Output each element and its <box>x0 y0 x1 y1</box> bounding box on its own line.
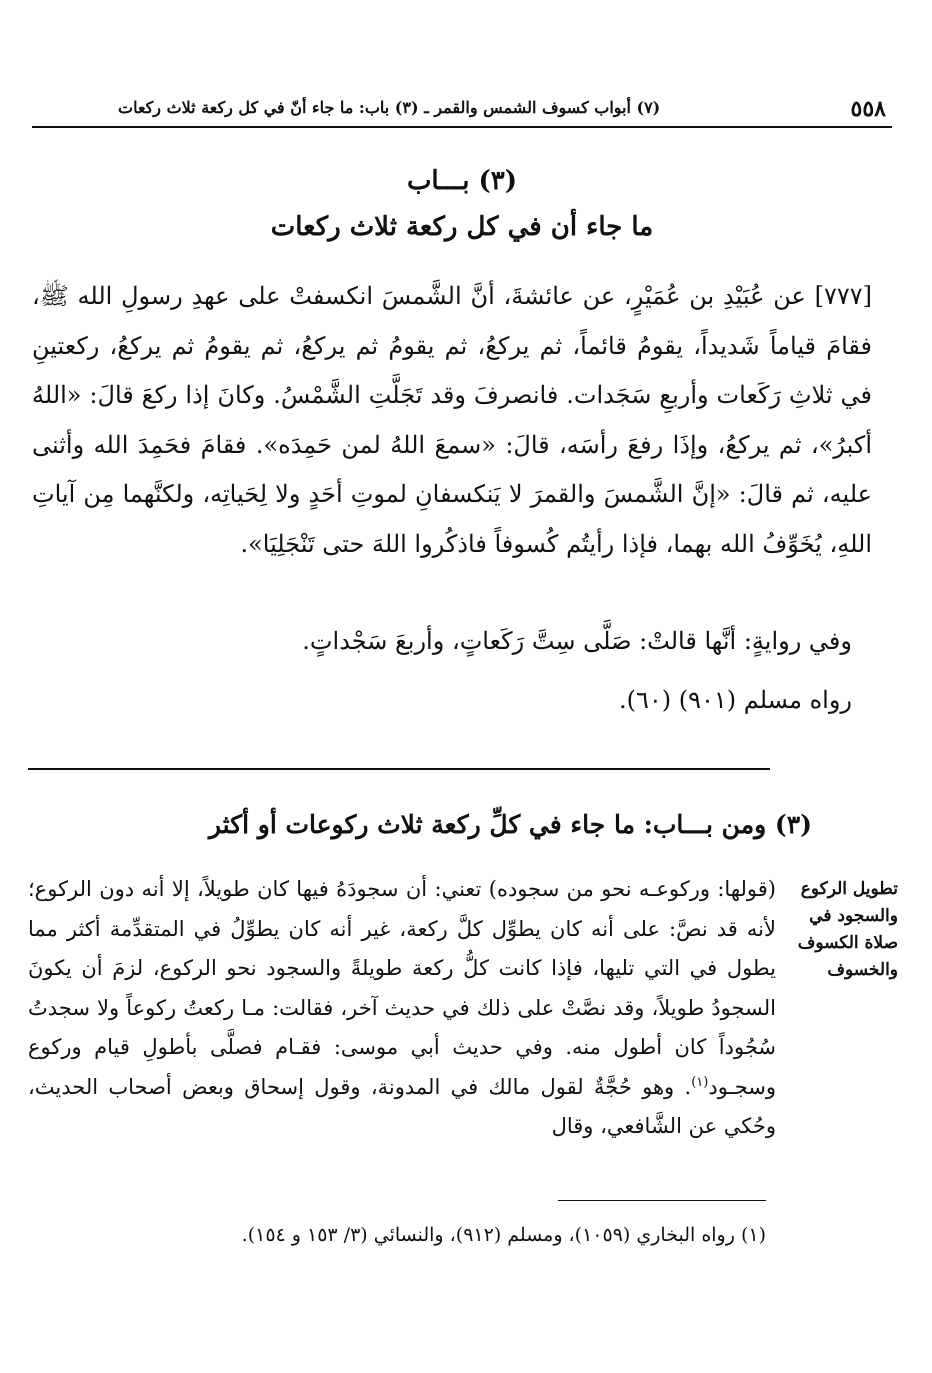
commentary-part-1: (قولها: وركوعـه نحو من سجوده) تعني: أن سجودَهُ فيها كان طويلاً، إلا أنه دون الركوع؛ لأنه قد نصَّ: على أنه كان يطوِّل كلَّ ركعة، غير أنه كان يطوِّلُ في المتقدِّمة أكثر مما يطول في التي تليها، فإذا كانت كلُّ ركعة طويلةً والسجود نحو الركوع، لزمَ أن يكونَ السجودُ طويلاً، وقد نصَّتْ على ذلك في حديث آخر، فقالت: مـا ركعتُ ركوعاً ولا سجدتُ سُجُوداً كان أطول منه. وفي حديث أبي موسى: فقـام فصلَّى بأطولِ قيام وركوع وسجـود <box>28 877 776 1099</box>
chapter-number: (٣) بـــاب <box>406 166 518 196</box>
hadith-source: رواه مسلم (٩٠١) (٦٠). <box>618 686 852 714</box>
running-title: (٧) أبواب كسوف الشمس والقمر ـ (٣) باب: ما جاء أنّ في كل ركعة ثلاث ركعات <box>118 98 661 117</box>
hadith-text <box>32 272 872 569</box>
running-header <box>32 92 892 128</box>
commentary-paragraph <box>28 870 776 1147</box>
commentary-part-2: . وهو حُجَّةٌ لقول مالك في المدونة، وقول إسحاق وبعض أصحاب الحديث، وحُكي عن الشَّافعي، وقال <box>28 1074 776 1138</box>
footnote-marker: (١) <box>691 1074 709 1090</box>
section-divider <box>28 768 770 770</box>
hadith-riwaya: وفي روايةٍ: أنَّها قالتْ: صَلَّى سِتَّ رَكَعاتٍ، وأربعَ سَجْداتٍ. <box>302 627 852 655</box>
commentary-text <box>28 870 776 1147</box>
footnote: (١) رواه البخاري (١٠٥٩)، ومسلم (٩١٢)، والنسائي (٣/ ١٥٣ و ١٥٤). <box>241 1224 766 1246</box>
margin-note: تطويل الركوع والسجود في صلاة الكسوف والخسوف <box>797 879 898 980</box>
footnote-divider <box>558 1200 766 1201</box>
hadith-body: [٧٧٧] عن عُبَيْدِ بن عُمَيْرٍ، عن عائشةَ، أنَّ الشَّمسَ انكسفتْ على عهدِ رسولِ الله ﷺ، فقامَ قياماً شَديداً، يقومُ قائماً، ثم يركعُ، ثم يقومُ ثم يركعُ، ثم يقومُ ثم يركعُ، ركعتينِ في ثلاثِ رَكَعات وأربعِ سَجَدات. فانصرفَ وقد تَجَلَّتِ الشَّمْسُ. وكانَ إذا ركعَ قالَ: «اللهُ أكبرُ»، ثم يركعُ، وإذَا رفعَ رأسَه، قالَ: «سمعَ اللهُ لمن حَمِدَه». فقامَ فحَمِدَ الله وأثنى عليه، ثم قالَ: «إنَّ الشَّمسَ والقمرَ لا يَنكسفانِ لموتِ أحَدٍ ولا لِحَياتِه، ولكنَّهما مِن آياتِ اللهِ، يُخَوِّفُ الله بهما، فإذا رأيتُم كُسوفاً فاذكُروا اللهَ حتى تَنْجَلِيَا». <box>32 282 873 558</box>
chapter-title: ما جاء أن في كل ركعة ثلاث ركعات <box>270 212 654 242</box>
commentary-title: (٣) ومن بـــاب: ما جاء في كلِّ ركعة ثلاث ركوعات أو أكثر <box>208 810 812 839</box>
page-number: ٥٥٨ <box>850 96 886 122</box>
